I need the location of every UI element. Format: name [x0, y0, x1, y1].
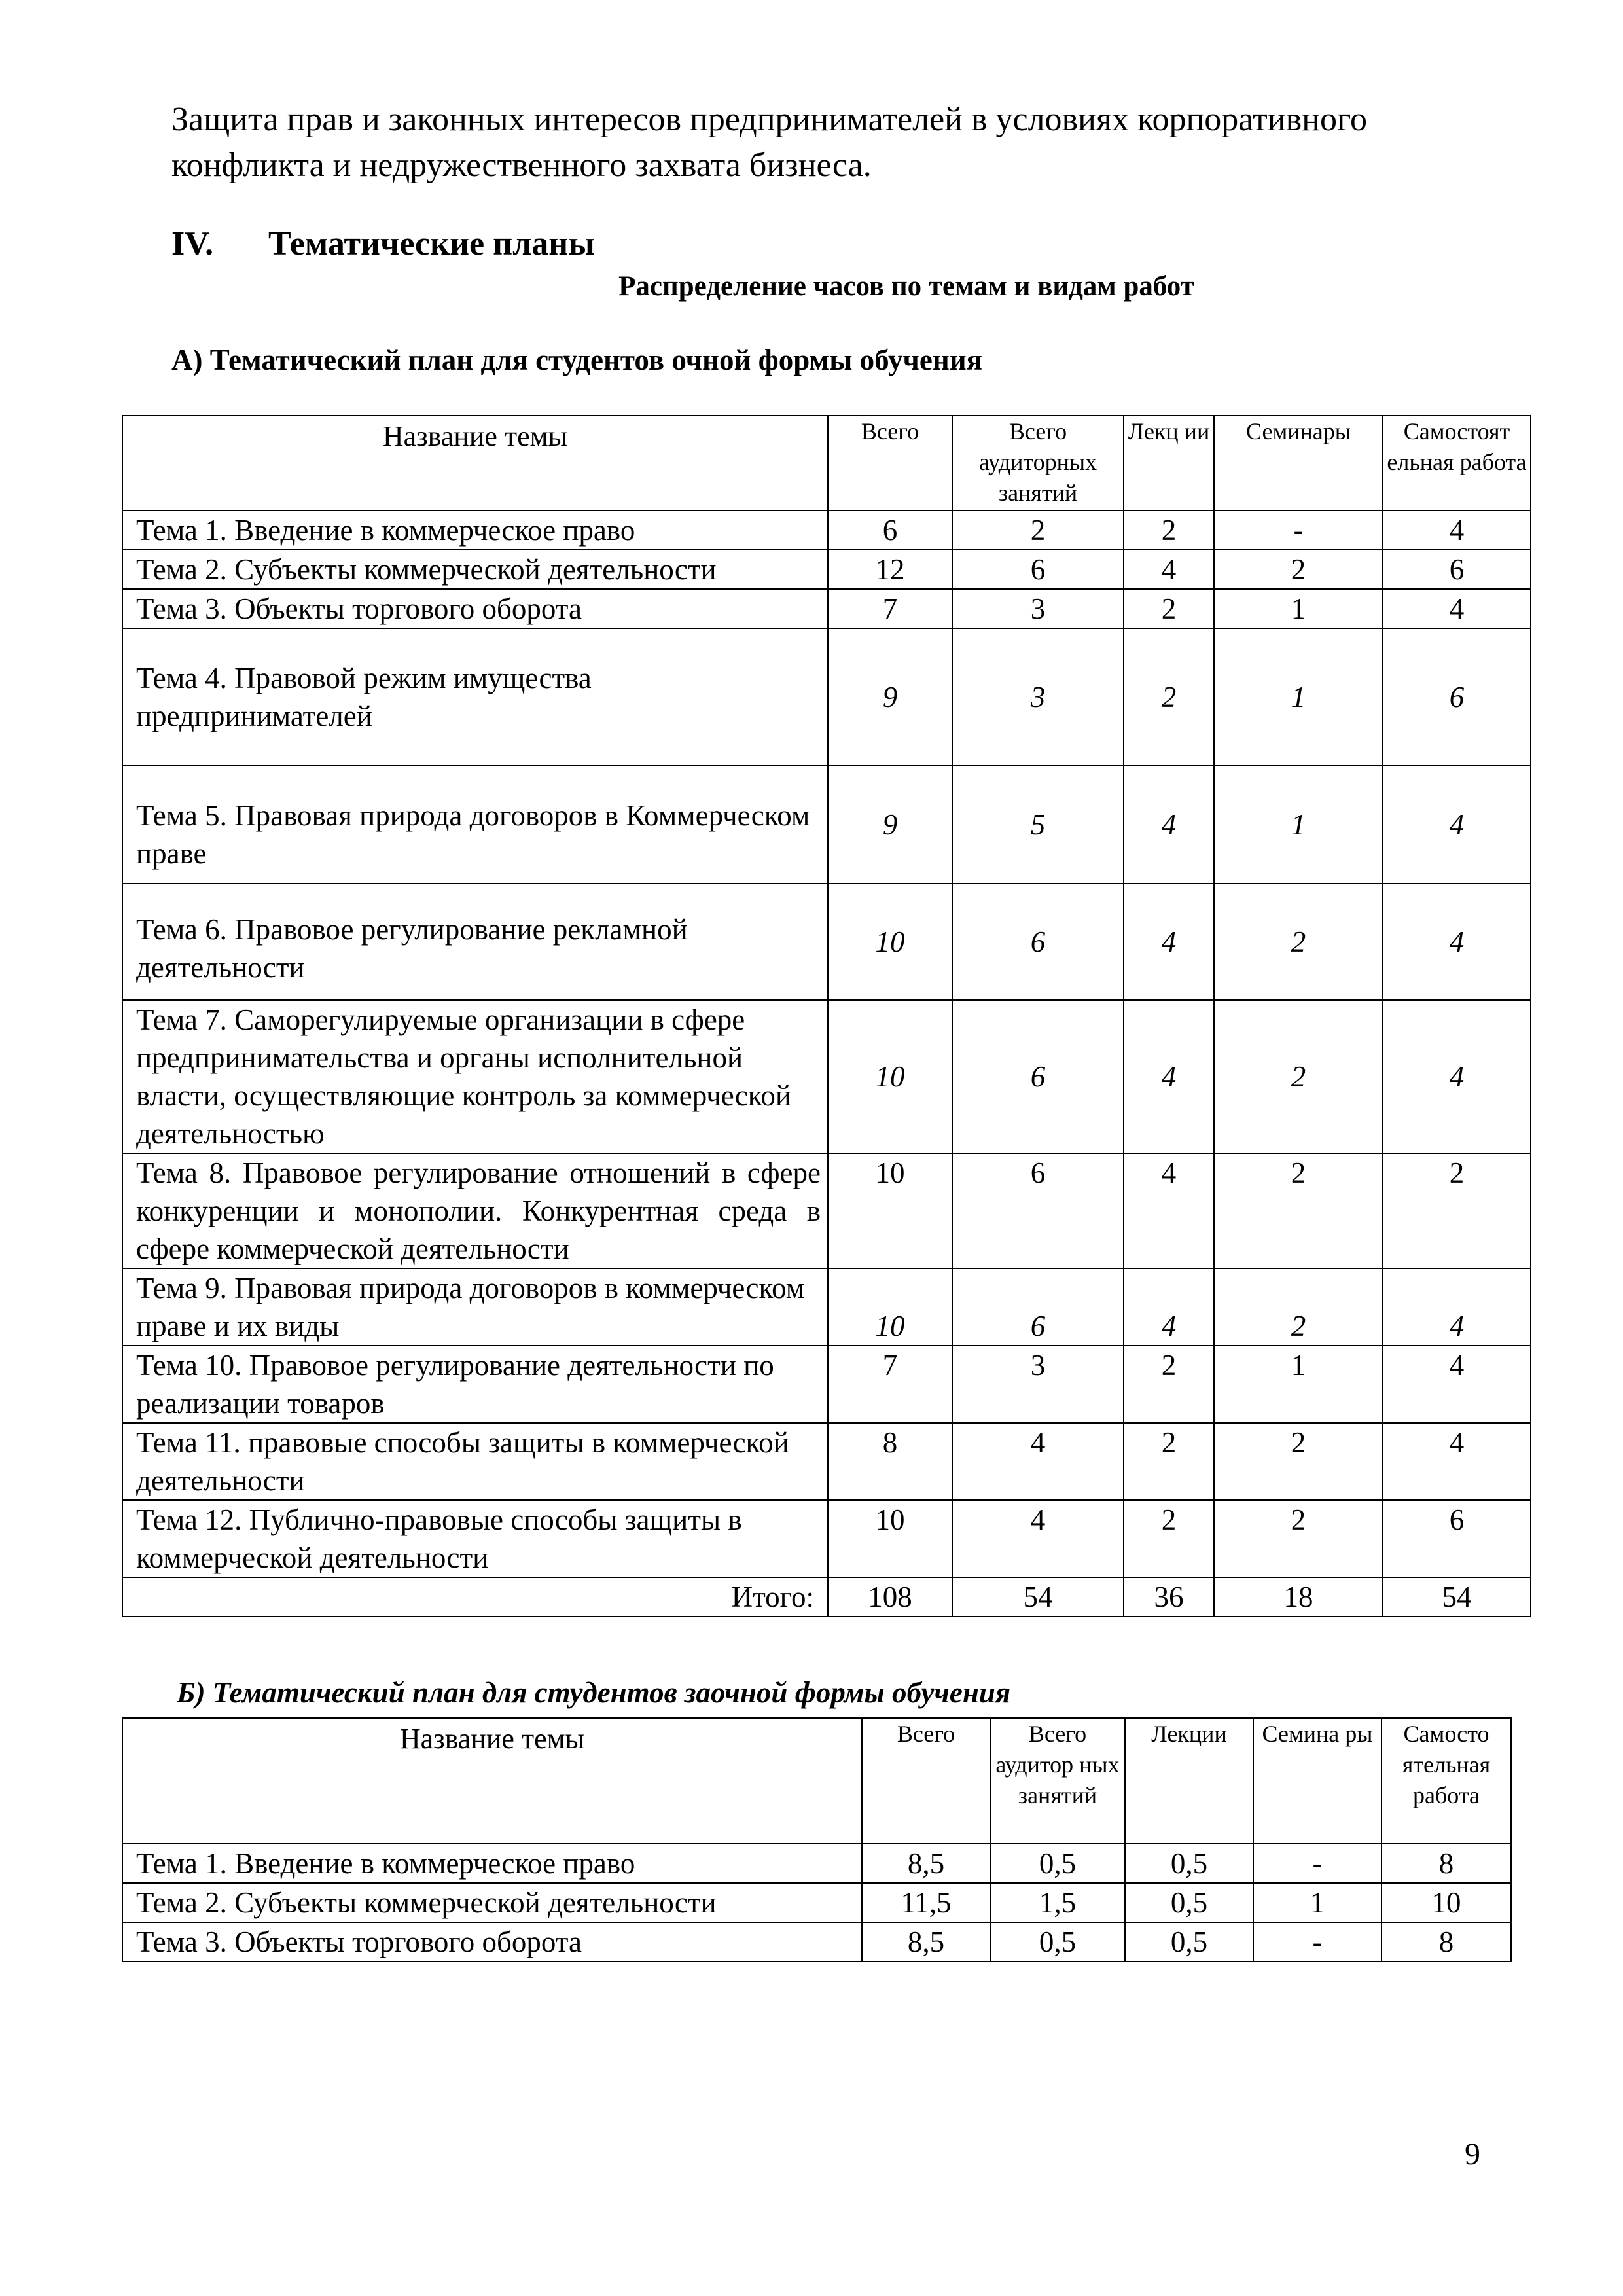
plan-b-title: Б) Тематический план для студентов заочной формы обучения	[177, 1676, 1011, 1709]
row-total: 10	[828, 884, 952, 1000]
row-auditory: 2	[952, 511, 1124, 550]
row-lectures: 4	[1124, 766, 1214, 884]
row-seminars: 2	[1214, 1423, 1383, 1500]
row-lectures: 2	[1124, 511, 1214, 550]
row-name: Тема 3. Объекты торгового оборота	[122, 589, 828, 628]
row-seminars: 1	[1253, 1883, 1382, 1922]
row-name: Тема 11. правовые способы защиты в коммерческой деятельности	[122, 1423, 828, 1500]
totals-label: Итого:	[122, 1577, 828, 1617]
row-total: 7	[828, 589, 952, 628]
header-self: Самосто ятельная работа	[1382, 1718, 1511, 1844]
row-total: 9	[828, 628, 952, 766]
header-name: Название темы	[122, 1718, 862, 1844]
row-total: 8,5	[862, 1844, 990, 1883]
plan-a-title: А) Тематический план для студентов очной формы обучения	[171, 344, 983, 376]
row-name: Тема 10. Правовое регулирование деятельности по реализации товаров	[122, 1346, 828, 1423]
row-auditory: 6	[952, 1268, 1124, 1346]
row-self: 4	[1383, 766, 1531, 884]
header-seminars: Семинары	[1214, 416, 1383, 511]
row-total: 7	[828, 1346, 952, 1423]
table-row	[122, 1883, 1511, 1922]
row-self: 6	[1383, 1500, 1531, 1577]
row-lectures: 2	[1124, 1346, 1214, 1423]
distribution-title: Распределение часов по темам и видам работ	[618, 271, 1194, 302]
row-lectures: 2	[1124, 1500, 1214, 1577]
row-seminars: -	[1253, 1844, 1382, 1883]
row-total: 8	[828, 1423, 952, 1500]
row-auditory: 4	[952, 1423, 1124, 1500]
section-number: IV.	[171, 225, 214, 262]
row-self: 4	[1383, 1000, 1531, 1153]
row-lectures: 4	[1124, 1000, 1214, 1153]
row-lectures: 2	[1124, 589, 1214, 628]
row-name: Тема 2. Субъекты коммерческой деятельности	[122, 550, 828, 589]
header-self: Самостоят ельная работа	[1383, 416, 1531, 511]
row-auditory: 0,5	[990, 1844, 1125, 1883]
row-seminars: 2	[1214, 550, 1383, 589]
row-seminars: -	[1214, 511, 1383, 550]
row-auditory: 0,5	[990, 1922, 1125, 1962]
row-name: Тема 4. Правовой режим имущества предпринимателей	[122, 628, 828, 766]
row-lectures: 0,5	[1125, 1922, 1253, 1962]
row-seminars: 1	[1214, 766, 1383, 884]
header-total: Всего	[828, 416, 952, 511]
row-seminars: 2	[1214, 884, 1383, 1000]
row-self: 10	[1382, 1883, 1511, 1922]
row-auditory: 5	[952, 766, 1124, 884]
row-name: Тема 3. Объекты торгового оборота	[122, 1922, 862, 1962]
section-heading	[171, 221, 595, 267]
totals-self: 54	[1383, 1577, 1531, 1617]
row-name: Тема 6. Правовое регулирование рекламной деятельности	[122, 884, 828, 1000]
totals-lectures: 36	[1124, 1577, 1214, 1617]
totals-total: 108	[828, 1577, 952, 1617]
table-row	[122, 1000, 1531, 1153]
table-row	[122, 589, 1531, 628]
row-auditory: 6	[952, 1153, 1124, 1268]
row-seminars: 2	[1214, 1268, 1383, 1346]
row-total: 10	[828, 1153, 952, 1268]
table-row	[122, 511, 1531, 550]
row-seminars: 1	[1214, 1346, 1383, 1423]
row-name: Тема 12. Публично-правовые способы защиты в коммерческой деятельности	[122, 1500, 828, 1577]
table-row	[122, 550, 1531, 589]
row-seminars: 1	[1214, 589, 1383, 628]
table-row	[122, 1346, 1531, 1423]
row-self: 4	[1383, 511, 1531, 550]
header-lectures: Лекц ии	[1124, 416, 1214, 511]
plan-b-table	[122, 1717, 1512, 1962]
row-self: 4	[1383, 884, 1531, 1000]
row-seminars: 2	[1214, 1000, 1383, 1153]
row-total: 9	[828, 766, 952, 884]
row-lectures: 4	[1124, 550, 1214, 589]
row-name: Тема 9. Правовая природа договоров в коммерческом праве и их виды	[122, 1268, 828, 1346]
table-row	[122, 628, 1531, 766]
row-auditory: 6	[952, 550, 1124, 589]
header-seminars: Семина ры	[1253, 1718, 1382, 1844]
row-seminars: 2	[1214, 1500, 1383, 1577]
table-row	[122, 1844, 1511, 1883]
row-auditory: 6	[952, 884, 1124, 1000]
row-self: 4	[1383, 1346, 1531, 1423]
row-self: 4	[1383, 1423, 1531, 1500]
table-row	[122, 1153, 1531, 1268]
row-name: Тема 7. Саморегулируемые организации в сфере предпринимательства и органы исполнительной власти, осуществляющие контроль за коммерческой деятельностью	[122, 1000, 828, 1153]
row-total: 10	[828, 1268, 952, 1346]
row-lectures: 2	[1124, 628, 1214, 766]
row-seminars: 1	[1214, 628, 1383, 766]
row-auditory: 6	[952, 1000, 1124, 1153]
intro-paragraph: Защита прав и законных интересов предпринимателей в условиях корпоративного конфликта и недружественного захвата бизнеса.	[171, 101, 1368, 184]
table-row	[122, 1423, 1531, 1500]
row-seminars: -	[1253, 1922, 1382, 1962]
row-lectures: 4	[1124, 884, 1214, 1000]
row-total: 10	[828, 1500, 952, 1577]
row-name: Тема 1. Введение в коммерческое право	[122, 1844, 862, 1883]
table-row	[122, 1268, 1531, 1346]
row-self: 6	[1383, 550, 1531, 589]
table-row	[122, 1500, 1531, 1577]
header-name: Название темы	[122, 416, 828, 511]
row-total: 12	[828, 550, 952, 589]
table-header-row	[122, 1718, 1511, 1844]
row-self: 6	[1383, 628, 1531, 766]
row-auditory: 3	[952, 1346, 1124, 1423]
row-self: 8	[1382, 1922, 1511, 1962]
row-name: Тема 8. Правовое регулирование отношений в сфере конкуренции и монополии. Конкурентная среда в сфере коммерческой деятельности	[122, 1153, 828, 1268]
row-name: Тема 2. Субъекты коммерческой деятельности	[122, 1883, 862, 1922]
row-self: 4	[1383, 1268, 1531, 1346]
row-auditory: 4	[952, 1500, 1124, 1577]
totals-seminars: 18	[1214, 1577, 1383, 1617]
row-auditory: 3	[952, 628, 1124, 766]
header-auditory: Всего аудитор ных занятий	[990, 1718, 1125, 1844]
row-total: 6	[828, 511, 952, 550]
page-number: 9	[1465, 2137, 1480, 2172]
table-header-row	[122, 416, 1531, 511]
header-lectures: Лекции	[1125, 1718, 1253, 1844]
row-lectures: 0,5	[1125, 1844, 1253, 1883]
row-self: 4	[1383, 589, 1531, 628]
table-row	[122, 1922, 1511, 1962]
row-lectures: 2	[1124, 1423, 1214, 1500]
row-lectures: 4	[1124, 1153, 1214, 1268]
row-seminars: 2	[1214, 1153, 1383, 1268]
row-self: 8	[1382, 1844, 1511, 1883]
row-total: 11,5	[862, 1883, 990, 1922]
section-title: Тематические планы	[268, 225, 595, 262]
row-total: 8,5	[862, 1922, 990, 1962]
row-lectures: 4	[1124, 1268, 1214, 1346]
plan-a-table	[122, 415, 1531, 1617]
row-auditory: 1,5	[990, 1883, 1125, 1922]
header-total: Всего	[862, 1718, 990, 1844]
row-self: 2	[1383, 1153, 1531, 1268]
row-total: 10	[828, 1000, 952, 1153]
row-name: Тема 1. Введение в коммерческое право	[122, 511, 828, 550]
row-name: Тема 5. Правовая природа договоров в Коммерческом праве	[122, 766, 828, 884]
table-row	[122, 766, 1531, 884]
header-auditory: Всего аудиторных занятий	[952, 416, 1124, 511]
row-lectures: 0,5	[1125, 1883, 1253, 1922]
row-auditory: 3	[952, 589, 1124, 628]
totals-row	[122, 1577, 1531, 1617]
table-row	[122, 884, 1531, 1000]
totals-auditory: 54	[952, 1577, 1124, 1617]
